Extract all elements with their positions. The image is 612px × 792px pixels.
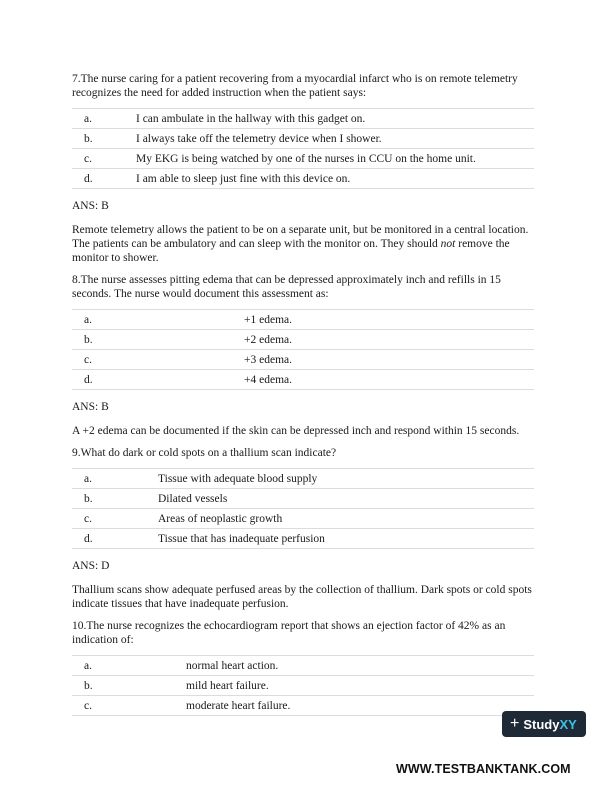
question-10-options — [72, 655, 534, 716]
option-text: +2 edema. — [96, 330, 534, 350]
option-letter: a. — [72, 310, 96, 330]
option-row — [72, 129, 534, 149]
option-row — [72, 149, 534, 169]
option-letter: a. — [72, 469, 96, 489]
option-text: Tissue with adequate blood supply — [96, 469, 534, 489]
option-text: moderate heart failure. — [96, 696, 534, 716]
option-text: +4 edema. — [96, 370, 534, 390]
option-letter: c. — [72, 509, 96, 529]
option-row — [72, 330, 534, 350]
question-7-answer: ANS: B — [72, 200, 109, 212]
option-letter: b. — [72, 489, 96, 509]
option-letter: a. — [72, 656, 96, 676]
question-7-explanation — [72, 223, 534, 265]
question-9-explanation: Thallium scans show adequate perfused areas by the collection of thallium. Dark spots or cold spots indicate tissues that have inadequate perfusion. — [72, 584, 532, 610]
option-letter: b. — [72, 129, 96, 149]
document-page — [72, 72, 534, 726]
option-text: I always take off the telemetry device when I shower. — [96, 129, 534, 149]
option-text: Dilated vessels — [96, 489, 534, 509]
option-letter: a. — [72, 109, 96, 129]
plus-icon: + — [510, 715, 520, 732]
studyxy-logo[interactable] — [502, 711, 586, 737]
option-text: +3 edema. — [96, 350, 534, 370]
option-row — [72, 656, 534, 676]
logo-text: Study — [523, 716, 560, 732]
option-row — [72, 310, 534, 330]
option-text: mild heart failure. — [96, 676, 534, 696]
option-letter: c. — [72, 149, 96, 169]
footer-url[interactable]: WWW.TESTBANKTANK.COM — [396, 762, 571, 776]
question-10-stem: 10.The nurse recognizes the echocardiogram report that shows an ejection factor of 42% as an indication of: — [72, 620, 506, 646]
explanation-emphasis: not — [440, 238, 456, 250]
question-7-options — [72, 108, 534, 189]
explanation-text: remove the monitor to shower. — [72, 238, 510, 264]
option-letter: d. — [72, 370, 96, 390]
option-text: +1 edema. — [96, 310, 534, 330]
logo-accent: XY — [559, 716, 577, 732]
option-row — [72, 529, 534, 549]
option-row — [72, 109, 534, 129]
question-8-explanation: A +2 edema can be documented if the skin can be depressed inch and respond within 15 seconds. — [72, 425, 520, 437]
question-9-answer: ANS: D — [72, 560, 110, 572]
option-row — [72, 509, 534, 529]
option-row — [72, 489, 534, 509]
option-text: normal heart action. — [96, 656, 534, 676]
option-row — [72, 696, 534, 716]
option-text: Tissue that has inadequate perfusion — [96, 529, 534, 549]
option-row — [72, 169, 534, 189]
question-8-answer: ANS: B — [72, 401, 109, 413]
question-8-options — [72, 309, 534, 390]
option-letter: c. — [72, 350, 96, 370]
option-row — [72, 370, 534, 390]
option-letter: b. — [72, 676, 96, 696]
option-letter: d. — [72, 169, 96, 189]
option-letter: d. — [72, 529, 96, 549]
option-text: My EKG is being watched by one of the nurses in CCU on the home unit. — [96, 149, 534, 169]
question-9-options — [72, 468, 534, 549]
option-row — [72, 469, 534, 489]
explanation-text: Remote telemetry allows the patient to be on a separate unit, but be monitored in a central location. The patients can be ambulatory and can sleep with the monitor on. They should — [72, 224, 529, 250]
option-text: I am able to sleep just fine with this device on. — [96, 169, 534, 189]
option-text: Areas of neoplastic growth — [96, 509, 534, 529]
option-row — [72, 350, 534, 370]
question-9-stem: 9.What do dark or cold spots on a thallium scan indicate? — [72, 447, 337, 459]
option-letter: c. — [72, 696, 96, 716]
question-8-stem: 8.The nurse assesses pitting edema that can be depressed approximately inch and refills in 15 seconds. The nurse would document this assessment as: — [72, 274, 501, 300]
option-letter: b. — [72, 330, 96, 350]
option-row — [72, 676, 534, 696]
question-7-stem: 7.The nurse caring for a patient recovering from a myocardial infarct who is on remote telemetry recognizes the need for added instruction when the patient says: — [72, 73, 518, 99]
option-text: I can ambulate in the hallway with this gadget on. — [96, 109, 534, 129]
